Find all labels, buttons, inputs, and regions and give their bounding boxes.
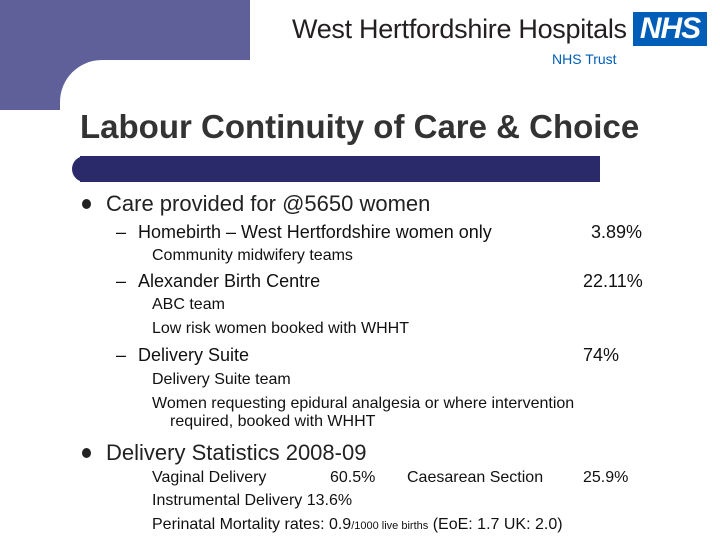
vaginal-delivery-value: 60.5%	[330, 469, 376, 486]
delivery-suite-note: Women requesting epidural analgesia or where intervention	[152, 395, 575, 412]
bullet-dot	[82, 448, 91, 458]
vaginal-delivery-label: Vaginal Delivery	[152, 469, 267, 486]
bullet-dot	[82, 199, 91, 209]
org-name: West Hertfordshire Hospitals	[292, 14, 627, 44]
caesarean-value: 25.9%	[583, 469, 629, 486]
birth-centre-note: Low risk women booked with WHHT	[152, 320, 409, 337]
instrumental-delivery: Instrumental Delivery 13.6%	[152, 492, 353, 509]
perinatal-rate: Perinatal Mortality rates: 0.9	[152, 516, 352, 533]
slide-title: Labour Continuity of Care & Choice	[80, 108, 640, 145]
delivery-suite-label: Delivery Suite	[138, 345, 250, 365]
caesarean-label: Caesarean Section	[407, 469, 544, 486]
perinatal-mortality	[152, 516, 563, 534]
nhs-trust-label: NHS Trust	[552, 51, 617, 67]
nhs-logo: NHS	[633, 12, 707, 46]
delivery-suite-note: required, booked with WHHT	[170, 413, 376, 430]
birth-centre-value: 22.11%	[583, 271, 643, 291]
dash-marker: –	[116, 222, 127, 242]
perinatal-comparison: (EoE: 1.7 UK: 2.0)	[432, 516, 563, 533]
homebirth-label: Homebirth – West Hertfordshire women only	[138, 222, 492, 242]
title-underline-bar	[80, 156, 600, 182]
delivery-suite-note: Delivery Suite team	[152, 371, 291, 388]
birth-centre-note: ABC team	[152, 296, 225, 313]
perinatal-unit: /1000 live births	[351, 520, 429, 532]
bullet-care-provided: Care provided for @5650 women	[106, 191, 431, 216]
homebirth-value: 3.89%	[591, 222, 643, 242]
dash-marker: –	[116, 271, 127, 291]
homebirth-note: Community midwifery teams	[152, 247, 353, 264]
dash-marker: –	[116, 345, 127, 365]
bullet-delivery-statistics: Delivery Statistics 2008-09	[106, 440, 367, 465]
delivery-suite-value: 74%	[583, 345, 620, 365]
birth-centre-label: Alexander Birth Centre	[138, 271, 321, 291]
